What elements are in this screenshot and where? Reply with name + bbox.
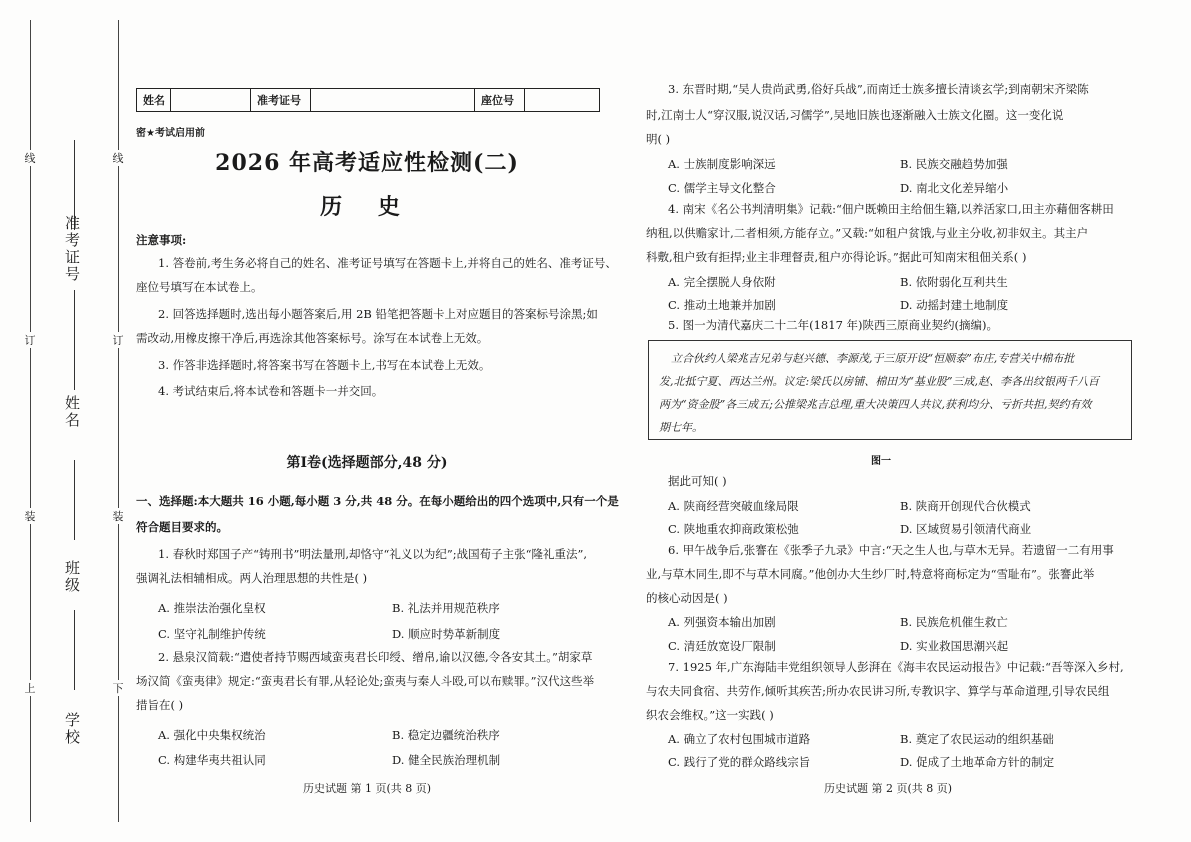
margin-exam-no-label: 准考证号 <box>63 215 81 283</box>
q4-option-a[interactable]: A. 完全摆脱人身依附 <box>668 275 776 289</box>
exam-no-input-cell[interactable] <box>311 89 475 111</box>
secret-note: 密★考试启用前 <box>136 128 205 139</box>
q7-option-d[interactable]: D. 促成了土地革命方针的制定 <box>900 755 1055 769</box>
question-2-text: 措旨在( ) <box>136 698 184 712</box>
q2-option-c[interactable]: C. 构建华夷共祖认同 <box>158 753 266 767</box>
q2-option-d[interactable]: D. 健全民族治理机制 <box>392 753 501 767</box>
cut-mark-xia-inner: 下 <box>112 682 124 695</box>
question-5-stem: 据此可知( ) <box>668 474 727 488</box>
cut-mark-shang-outer: 上 <box>24 682 36 695</box>
question-3-text: 时,江南士人“穿汉服,说汉话,习儒学”,吴地旧族也逐渐融入士族文化圈。这一变化说 <box>646 108 1064 122</box>
q6-option-d[interactable]: D. 实业救国思潮兴起 <box>900 639 1009 653</box>
q6-option-c[interactable]: C. 清廷放宽设厂限制 <box>668 639 776 653</box>
section-instructions: 符合题目要求的。 <box>136 520 228 534</box>
name-input-cell[interactable] <box>171 89 251 111</box>
q1-option-c[interactable]: C. 坚守礼制维护传统 <box>158 627 266 641</box>
q4-option-b[interactable]: B. 依附弱化互利共生 <box>900 275 1008 289</box>
q5-option-b[interactable]: B. 陕商开创现代合伙模式 <box>900 499 1031 513</box>
margin-cut-line-outer <box>30 20 31 822</box>
q3-option-c[interactable]: C. 儒学主导文化整合 <box>668 181 776 195</box>
section-instructions: 一、选择题:本大题共 16 小题,每小题 3 分,共 48 分。在每小题给出的四个选项中,只有一个是 <box>136 494 619 508</box>
page-1-footer: 历史试题 第 1 页(共 8 页) <box>302 782 432 795</box>
name-label: 姓名 <box>137 89 171 111</box>
subject-title: 历 史 <box>320 194 414 220</box>
margin-school-label: 学校 <box>63 712 81 746</box>
q4-option-c[interactable]: C. 推动土地兼并加剧 <box>668 298 776 312</box>
cut-mark-xian-outer: 线 <box>24 152 36 165</box>
q3-option-a[interactable]: A. 士族制度影响深远 <box>668 157 776 171</box>
note-line: 需改动,用橡皮擦干净后,再选涂其他答案标号。涂写在本试卷上无效。 <box>136 331 489 345</box>
margin-cut-line-inner <box>118 20 119 822</box>
contract-line: 立合伙约人梁兆吉兄弟与赵兴德、李源茂,于三原开设“恒顺泰”布庄,专营关中棉布批 <box>671 352 1075 365</box>
cut-mark-ding-inner: 订 <box>112 334 124 347</box>
section-title: 第Ⅰ卷(选择题部分,48 分) <box>286 455 448 471</box>
q1-option-d[interactable]: D. 顺应时势革新制度 <box>392 627 501 641</box>
question-4-text: 科敷,租户致有拒捍;业主非理督责,租户亦得论诉。”据此可知南宋租佃关系( ) <box>646 250 1027 264</box>
seat-input-cell[interactable] <box>525 89 599 111</box>
question-3-text: 3. 东晋时期,“吴人贵尚武勇,俗好兵战”,而南迁士族多擅长清谈玄学;到南朝宋齐梁陈 <box>668 82 1089 96</box>
note-line: 1. 答卷前,考生务必将自己的姓名、准考证号填写在答题卡上,并将自己的姓名、准考证号、 <box>158 256 617 270</box>
question-3-text: 明( ) <box>646 132 671 146</box>
question-2-text: 场汉简《蛮夷律》规定:“蛮夷君长有罪,从轻论处;蛮夷与秦人斗殴,可以布赎罪。”汉代这些举 <box>136 674 595 688</box>
exam-title: 2026 年高考适应性检测(二) <box>215 150 519 176</box>
seat-label: 座位号 <box>475 89 525 111</box>
question-6-text: 的核心动因是( ) <box>646 591 728 605</box>
exam-no-label: 准考证号 <box>251 89 311 111</box>
note-line: 4. 考试结束后,将本试卷和答题卡一并交回。 <box>158 384 384 398</box>
q4-option-d[interactable]: D. 动摇封建土地制度 <box>900 298 1009 312</box>
cut-mark-ding-outer: 订 <box>24 334 36 347</box>
question-2-text: 2. 悬泉汉简载:“遣使者持节赐西域蛮夷君长印绶、缯帛,谕以汉德,令各安其土。”胡家草 <box>158 650 593 664</box>
q3-option-b[interactable]: B. 民族交融趋势加强 <box>900 157 1008 171</box>
q2-option-a[interactable]: A. 强化中央集权统治 <box>158 728 266 742</box>
question-6-text: 业,与草木同生,即不与草木同腐。”他创办大生纱厂时,特意将商标定为“雪耻布”。张謇此举 <box>646 567 1095 581</box>
school-write-line[interactable] <box>74 610 75 690</box>
contract-line: 两为“资金股”各三成五;公推梁兆吉总理,重大决策四人共议,获利均分、亏折共担,契约有效 <box>659 398 1092 411</box>
question-6-text: 6. 甲午战争后,张謇在《张季子九录》中言:“天之生人也,与草木无异。若遗留一二有用事 <box>668 543 1114 557</box>
question-5-intro: 5. 图一为清代嘉庆二十二年(1817 年)陕西三原商业契约(摘编)。 <box>668 318 998 332</box>
question-4-text: 4. 南宋《名公书判清明集》记载:“佃户既赖田主给佃生籍,以养活家口,田主亦藉佃客耕田 <box>668 202 1114 216</box>
question-7-text: 织农会维权。”这一实践( ) <box>646 708 774 722</box>
q5-option-a[interactable]: A. 陕商经营突破血缘局限 <box>668 499 799 513</box>
q3-option-d[interactable]: D. 南北文化差异缩小 <box>900 181 1009 195</box>
q7-option-b[interactable]: B. 奠定了农民运动的组织基础 <box>900 732 1054 746</box>
question-1-text: 强调礼法相辅相成。两人治理思想的共性是( ) <box>136 571 368 585</box>
q5-option-d[interactable]: D. 区域贸易引领清代商业 <box>900 522 1032 536</box>
question-7-text: 7. 1925 年,广东海陆丰党组织领导人彭湃在《海丰农民运动报告》中记载:“吾等深入乡村, <box>668 660 1124 674</box>
class-write-line[interactable] <box>74 460 75 540</box>
q6-option-a[interactable]: A. 列强资本输出加剧 <box>668 615 776 629</box>
cut-mark-xian-inner: 线 <box>112 152 124 165</box>
contract-line: 发,北抵宁夏、西达兰州。议定:梁氏以房铺、棉田为“基业股”三成,赵、李各出纹银两千八百 <box>659 375 1099 388</box>
margin-name-label: 姓名 <box>63 395 81 429</box>
question-7-text: 与农夫同食宿、共劳作,倾听其疾苦;所办农民讲习所,专教识字、算学与革命道理,引导农民组 <box>646 684 1110 698</box>
q5-option-c[interactable]: C. 陕地重农抑商政策松弛 <box>668 522 799 536</box>
candidate-info-table <box>136 88 600 112</box>
q1-option-a[interactable]: A. 推崇法治强化皇权 <box>158 601 266 615</box>
cut-mark-zhuang-outer: 装 <box>24 510 36 523</box>
note-line: 3. 作答非选择题时,将答案书写在答题卡上,书写在本试卷上无效。 <box>158 358 491 372</box>
q7-option-a[interactable]: A. 确立了农村包围城市道路 <box>668 732 811 746</box>
q2-option-b[interactable]: B. 稳定边疆统治秩序 <box>392 728 500 742</box>
margin-class-label: 班级 <box>63 560 81 594</box>
figure-caption: 图一 <box>871 456 891 467</box>
notes-heading: 注意事项: <box>136 233 187 247</box>
question-1-text: 1. 春秋时郑国子产“铸刑书”明法量刑,却恪守“礼义以为纪”;战国荀子主张“隆礼重法”, <box>158 547 588 561</box>
contract-line: 期七年。 <box>659 421 703 434</box>
note-line: 座位号填写在本试卷上。 <box>136 280 263 294</box>
cut-mark-zhuang-inner: 装 <box>112 510 124 523</box>
q7-option-c[interactable]: C. 践行了党的群众路线宗旨 <box>668 755 811 769</box>
contract-figure <box>648 340 1132 440</box>
q1-option-b[interactable]: B. 礼法并用规范秩序 <box>392 601 500 615</box>
name-write-line[interactable] <box>74 290 75 390</box>
question-4-text: 纳租,以供赡家计,二者相须,方能存立。”又载:“如租户贫饿,与业主分收,初非奴主。其主户 <box>646 226 1089 240</box>
note-line: 2. 回答选择题时,选出每小题答案后,用 2B 铅笔把答题卡上对应题目的答案标号涂黑;如 <box>158 307 598 321</box>
q6-option-b[interactable]: B. 民族危机催生救亡 <box>900 615 1008 629</box>
page-2-footer: 历史试题 第 2 页(共 8 页) <box>823 782 953 795</box>
